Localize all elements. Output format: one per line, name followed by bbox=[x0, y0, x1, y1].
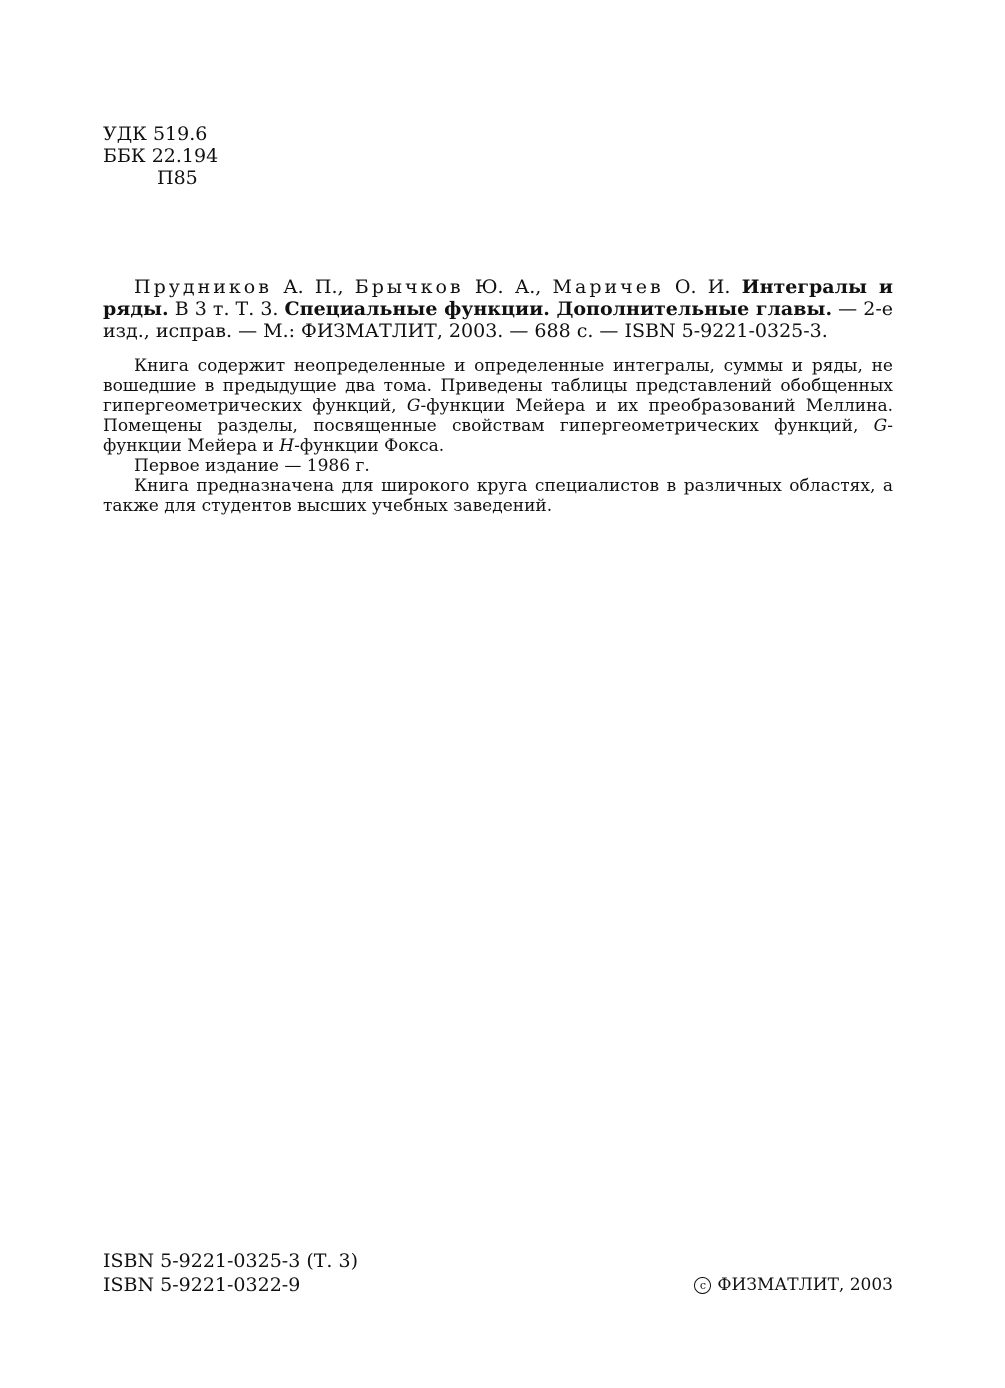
author-mark: П85 bbox=[157, 167, 198, 189]
bbk-value: 22.194 bbox=[151, 145, 219, 167]
udk-value: 519.6 bbox=[152, 123, 208, 145]
isbn-volume: ISBN 5-9221-0325-3 (Т. 3) bbox=[103, 1250, 358, 1272]
author-3: Маричев bbox=[552, 276, 664, 298]
abstract bbox=[103, 356, 893, 516]
copyright-icon: c bbox=[694, 1277, 711, 1294]
udk-label: УДК bbox=[103, 123, 147, 145]
bibliographic-record bbox=[103, 276, 893, 342]
book-subtitle: Специальные функции. Дополнительные главы. bbox=[284, 298, 833, 320]
author-2-initials: Ю. А., bbox=[474, 276, 542, 298]
math-symbol-g: G bbox=[873, 416, 888, 436]
author-2: Брычков bbox=[354, 276, 464, 298]
math-symbol-h: H bbox=[279, 436, 295, 456]
bbk-label: ББК bbox=[103, 145, 146, 167]
copyright-text: ФИЗМАТЛИТ, 2003 bbox=[717, 1275, 893, 1295]
abstract-text: -функции Мейера и их преобразований Меллина. Помещены разделы, посвященные свойствам гипергеометрических функций, bbox=[103, 396, 893, 436]
abstract-text: -функции Фокса. bbox=[294, 436, 445, 456]
udk-line bbox=[103, 123, 207, 145]
abstract-paragraph-2: Первое издание — 1986 г. bbox=[134, 456, 370, 476]
abstract-paragraph-1 bbox=[103, 356, 893, 456]
copyright-notice bbox=[694, 1274, 893, 1296]
author-1: Прудников bbox=[134, 276, 272, 298]
edition-info: — 2-е изд., исправ. — М.: ФИЗМАТЛИТ, 2003. — 688 с. — ISBN 5-9221-0325-3. bbox=[103, 298, 893, 342]
author-3-initials: О. И. bbox=[674, 276, 731, 298]
bbk-line bbox=[103, 145, 218, 167]
volume-info: В 3 т. Т. 3. bbox=[174, 298, 279, 320]
abstract-text: -функции Мейера и bbox=[103, 416, 893, 456]
author-1-initials: А. П., bbox=[283, 276, 344, 298]
math-symbol-g: G bbox=[406, 396, 421, 416]
abstract-paragraph-3: Книга предназначена для широкого круга специалистов в различных областях, а также для студентов высших учебных заведений. bbox=[103, 476, 893, 516]
abstract-text: Книга содержит неопределенные и определенные интегралы, суммы и ряды, не вошедшие в предыдущие два тома. Приведены таблицы представлений обобщенных гипергеометрических функций, bbox=[103, 356, 893, 416]
book-title: Интегралы и ряды. bbox=[103, 276, 893, 320]
isbn-set: ISBN 5-9221-0322-9 bbox=[103, 1274, 301, 1296]
